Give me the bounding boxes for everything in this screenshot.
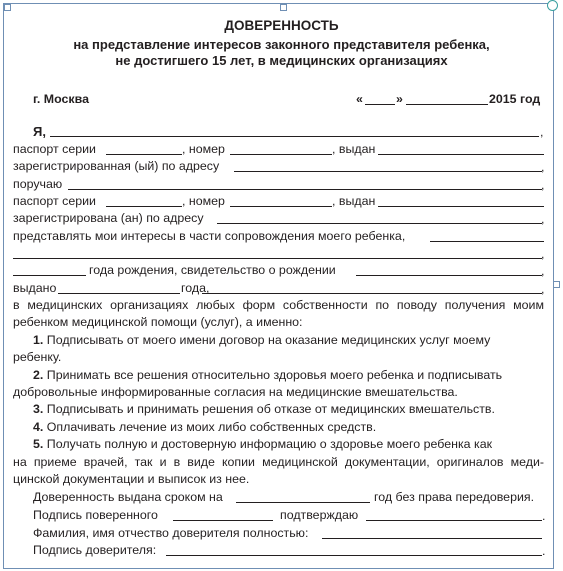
- passport-number-field-1[interactable]: [230, 154, 332, 155]
- item-3-number: 3.: [33, 402, 44, 416]
- principal-signature-field[interactable]: [166, 555, 542, 556]
- registered-address-field-2[interactable]: [217, 223, 542, 224]
- body-line-1: в медицинских организациях любых форм собственности по поводу получения моим: [13, 298, 544, 312]
- item-5-line-b: на приеме врачей, так и в виде копии медицинской документации, оригиналов меди-: [13, 455, 544, 469]
- document-subtitle-line2: не достигшего 15 лет, в медицинских организациях: [115, 53, 448, 68]
- passport-number-field-2[interactable]: [230, 206, 332, 207]
- date-open-quote: «: [356, 92, 363, 106]
- comma-mark: ,: [541, 160, 545, 174]
- resize-handle-top-middle[interactable]: [280, 4, 287, 11]
- comma-mark: ,: [541, 264, 545, 278]
- certificate-issued-field[interactable]: [58, 293, 180, 294]
- term-label: Доверенность выдана сроком на: [33, 490, 223, 504]
- item-4-line: [33, 420, 376, 435]
- item-1-line-b: ребенку.: [13, 350, 62, 364]
- birth-year-field[interactable]: [13, 275, 86, 276]
- registered-address-field-1[interactable]: [234, 171, 542, 172]
- item-2-text-a: Принимать все решения относительно здоровья моего ребенка и подписывать: [46, 368, 503, 382]
- passport-series-label-2: паспорт серии: [13, 194, 96, 208]
- item-2-line-b: добровольные информированные согласия на медицинские вмешательства.: [13, 385, 458, 399]
- period-mark: .: [542, 544, 546, 558]
- principal-signature-label: Подпись доверителя:: [33, 543, 157, 557]
- principal-name-field[interactable]: [50, 136, 539, 137]
- certificate-issuer-field[interactable]: [202, 293, 542, 294]
- item-4-number: 4.: [33, 420, 44, 434]
- birth-certificate-field[interactable]: [356, 275, 542, 276]
- item-1-line-a: [33, 333, 490, 348]
- body-line-2: ребенком медицинской помощи (услуг), а именно:: [13, 315, 303, 329]
- passport-number-label-1: , номер: [182, 142, 225, 156]
- comma-mark: ,: [541, 178, 545, 192]
- attorney-name-field[interactable]: [68, 189, 542, 190]
- attorney-signature-label: Подпись поверенного: [33, 508, 158, 522]
- date-month-field[interactable]: [406, 104, 488, 105]
- principal-fullname-field[interactable]: [322, 538, 542, 539]
- registered-label-2: зарегистрирована (ан) по адресу: [13, 211, 204, 225]
- item-2-line-a: [33, 368, 502, 383]
- certificate-issued-label: выдано: [13, 281, 57, 295]
- resize-handle-right-middle[interactable]: [553, 281, 560, 288]
- term-field[interactable]: [236, 502, 370, 503]
- comma-mark: ,: [540, 125, 544, 139]
- birth-certificate-label: года рождения, свидетельство о рождении: [89, 263, 336, 277]
- item-1-number: 1.: [33, 333, 44, 347]
- item-5-text-a: Получать полную и достоверную информацию о здоровье моего ребенка как: [46, 437, 492, 451]
- represent-label: представлять мои интересы в части сопровождения моего ребенка,: [13, 229, 406, 243]
- item-5-number: 5.: [33, 437, 44, 451]
- city: г. Москва: [33, 92, 89, 106]
- item-2-number: 2.: [33, 368, 44, 382]
- entrust-label: поручаю: [13, 177, 63, 191]
- child-name-field-a[interactable]: [430, 241, 544, 242]
- item-3-line: [33, 402, 495, 417]
- passport-series-field-2[interactable]: [106, 206, 182, 207]
- item-5-line-c: цинской документации и выписок из нее.: [13, 472, 250, 486]
- passport-series-field-1[interactable]: [106, 154, 182, 155]
- passport-issued-label-2: , выдан: [332, 194, 376, 208]
- attorney-signature-field[interactable]: [173, 520, 273, 521]
- item-5-line-a: [33, 437, 492, 452]
- passport-number-label-2: , номер: [182, 194, 225, 208]
- document-subtitle-line1: на представление интересов законного представителя ребенка,: [73, 37, 490, 52]
- confirm-field[interactable]: [366, 520, 542, 521]
- comma-mark: ,: [541, 212, 545, 226]
- passport-issued-label-1: , выдан: [332, 142, 376, 156]
- passport-series-label-1: паспорт серии: [13, 142, 96, 156]
- principal-fullname-label: Фамилия, имя отчество доверителя полностью:: [33, 526, 309, 540]
- date-close-quote: »: [396, 92, 403, 106]
- registered-label-1: зарегистрированная (ый) по адресу: [13, 159, 220, 173]
- passport-issued-field-2[interactable]: [378, 206, 544, 207]
- item-4-text: Оплачивать лечение из моих либо собственных средств.: [46, 420, 377, 434]
- ya-label: Я,: [33, 124, 46, 139]
- year-word-label: года,: [181, 281, 210, 295]
- comma-mark: ,: [541, 282, 545, 296]
- passport-issued-field-1[interactable]: [378, 154, 544, 155]
- item-3-text: Подписывать и принимать решения об отказе от медицинских вмешательств.: [46, 402, 495, 416]
- child-name-field-b[interactable]: [13, 258, 542, 259]
- document-title: ДОВЕРЕННОСТЬ: [224, 18, 339, 33]
- resize-handle-top-left[interactable]: [4, 4, 11, 11]
- date-year: 2015 год: [489, 92, 541, 106]
- term-suffix: год без права передоверия.: [374, 490, 535, 504]
- confirm-label: подтверждаю: [280, 508, 359, 522]
- date-day-field[interactable]: [365, 104, 395, 105]
- item-1-text-a: Подписывать от моего имени договор на оказание медицинских услуг моему: [46, 333, 491, 347]
- comma-mark: ,: [541, 247, 545, 261]
- rotate-handle-icon[interactable]: [547, 0, 558, 11]
- period-mark: .: [542, 509, 546, 523]
